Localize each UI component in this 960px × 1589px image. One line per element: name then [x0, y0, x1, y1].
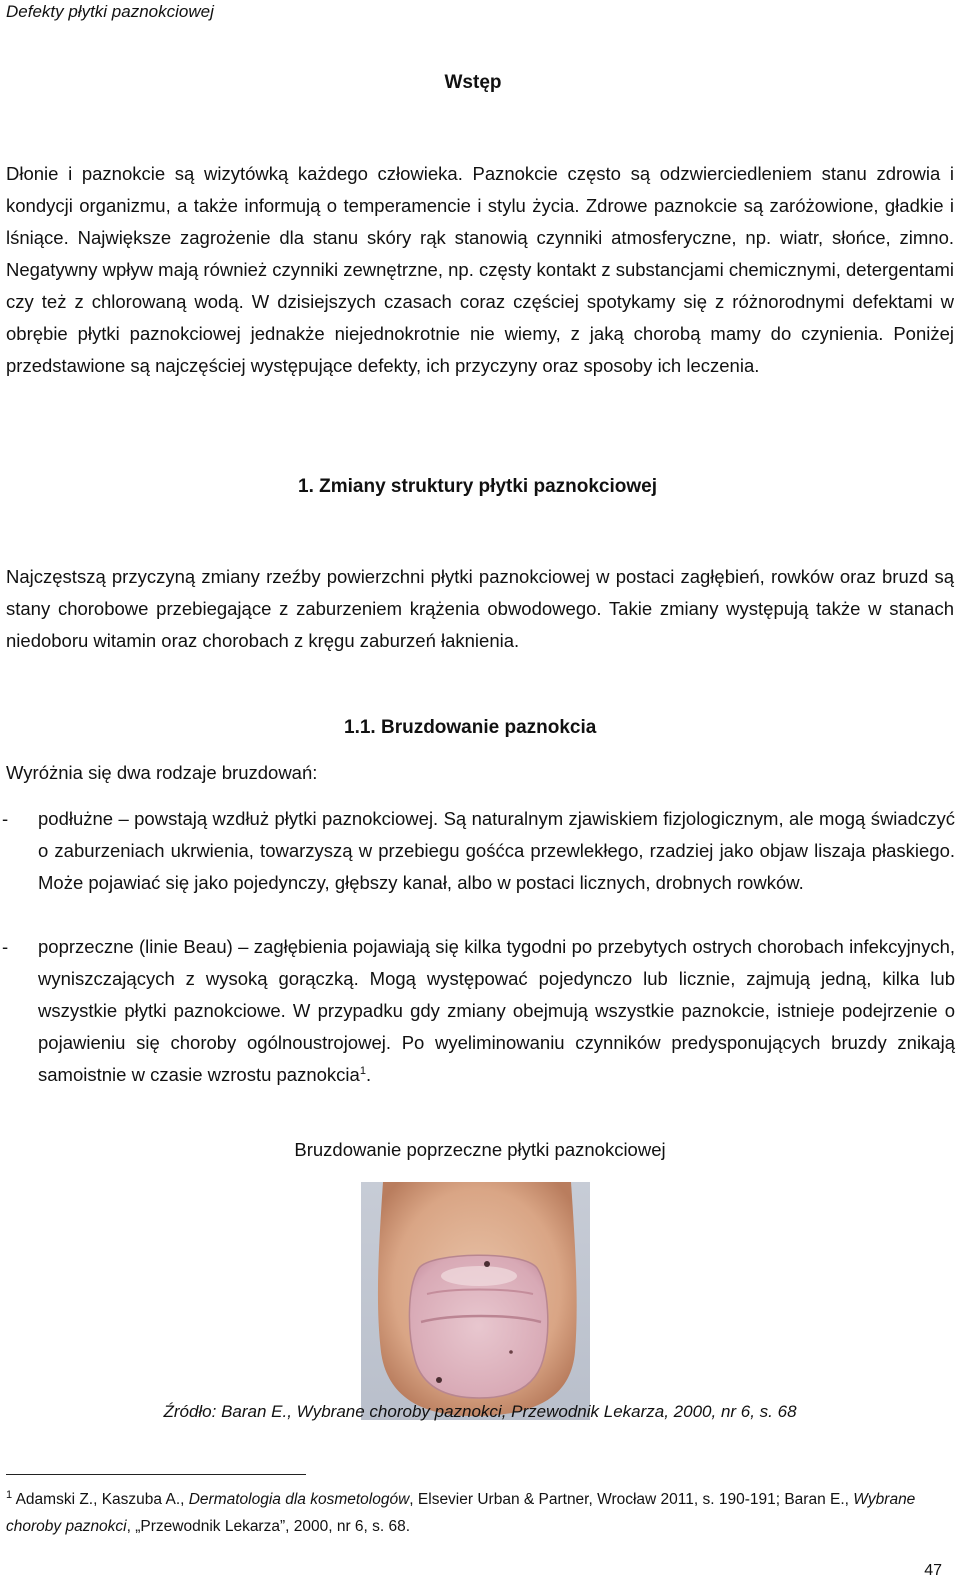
fingernail-photo-image	[361, 1182, 590, 1420]
bullet-text: poprzeczne (linie Beau) – zagłębienia pojawiają się kilka tygodni po przebytych ostrych chorobach infekcyjnych, wyniszczających z wysoką gorączką. Mogą występować pojedynczo lub licznie, zajmują jedną, kilka lub wszystkie płytki paznokciowe. W przypadku gdy zmiany obejmują wszystkie paznokcie, istnieje podejrzenie o pojawieniu się choroby ogólnoustrojowej. Po wyeliminowaniu czynników predysponujących bruzdy znikają samoistnie w czasie wzrostu paznokcia	[38, 936, 955, 1085]
footnote-mark: 1	[6, 1488, 13, 1501]
figure-caption: Bruzdowanie poprzeczne płytki paznokciowej	[294, 1139, 666, 1160]
bullet-text: podłużne – powstają wzdłuż płytki paznokciowej. Są naturalnym zjawiskiem fizjologicznym, ale mogą świadczyć o zaburzeniach ukrwienia, towarzyszą w przebiegu gośćca przewlekłego, rzadziej jako objaw liszaja płaskiego. Może pojawiać się jako pojedynczy, głębszy kanał, albo w postaci licznych, drobnych rowków.	[38, 808, 955, 893]
section1-heading: 1. Zmiany struktury płytki paznokciowej	[298, 476, 657, 497]
bullet-dash: -	[2, 936, 9, 957]
intro-heading: Wstęp	[444, 72, 502, 93]
page-number: 47	[924, 1562, 942, 1579]
footnote-ref: 1	[359, 1064, 366, 1077]
footnote-title-1: Dermatologia dla kosmetologów	[188, 1491, 410, 1508]
intro-paragraph	[6, 158, 954, 382]
section1-paragraph	[6, 561, 954, 657]
running-head: Defekty płytki paznokciowej	[6, 2, 214, 21]
footnote-rest-1: , Elsevier Urban & Partner, Wrocław 2011, s. 190-191; Baran E.,	[409, 1491, 854, 1508]
fingernail-photo	[361, 1182, 590, 1420]
footnote-authors: Adamski Z., Kaszuba A.,	[12, 1491, 189, 1508]
bullet-end: .	[365, 1064, 372, 1085]
section1-1-heading: 1.1. Bruzdowanie paznokcia	[344, 717, 597, 738]
figure-source: Źródło: Baran E., Wybrane choroby paznokci, Przewodnik Lekarza, 2000, nr 6, s. 68	[163, 1402, 797, 1421]
bullet-longitudinal	[2, 803, 955, 899]
footnote-rest-2: , „Przewodnik Lekarza”, 2000, nr 6, s. 68.	[126, 1518, 411, 1535]
intro-text: Dłonie i paznokcie są wizytówką każdego człowieka. Paznokcie często są odzwierciedleniem stanu zdrowia i kondycji organizmu, a także informują o temperamencie i stylu życia. Zdrowe paznokcie są zaróżowione, gładkie i lśniące. Największe zagrożenie dla stanu skóry rąk stanowią czynniki atmosferyczne, np. wiatr, słońce, zimno. Negatywny wpływ mają również czynniki zewnętrzne, np. częsty kontakt z substancjami chemicznymi, detergentami czy też z chlorowaną wodą. W dzisiejszych czasach coraz częściej spotykamy się z różnorodnymi defektami w obrębie płytki paznokciowej jednakże niejednokrotnie nie wiemy, z jaką chorobą mamy do czynienia. Poniżej przedstawione są najczęściej występujące defekty, ich przyczyny oraz sposoby ich leczenia.	[6, 163, 954, 376]
bullet-dash: -	[2, 808, 9, 829]
section1-text: Najczęstszą przyczyną zmiany rzeźby powierzchni płytki paznokciowej w postaci zagłębień, rowków oraz bruzd są stany chorobowe przebiegające z zaburzeniem krążenia obwodowego. Takie zmiany występują także w stanach niedoboru witamin oraz chorobach z kręgu zaburzeń łaknienia.	[6, 566, 954, 651]
footnote-title-2: Wybrane choroby paznokci	[6, 1491, 916, 1535]
footnote	[6, 1486, 952, 1540]
section1-1-intro: Wyróżnia się dwa rodzaje bruzdowań:	[6, 762, 318, 783]
bullet-transverse	[2, 931, 955, 1091]
footnote-divider	[6, 1474, 306, 1475]
